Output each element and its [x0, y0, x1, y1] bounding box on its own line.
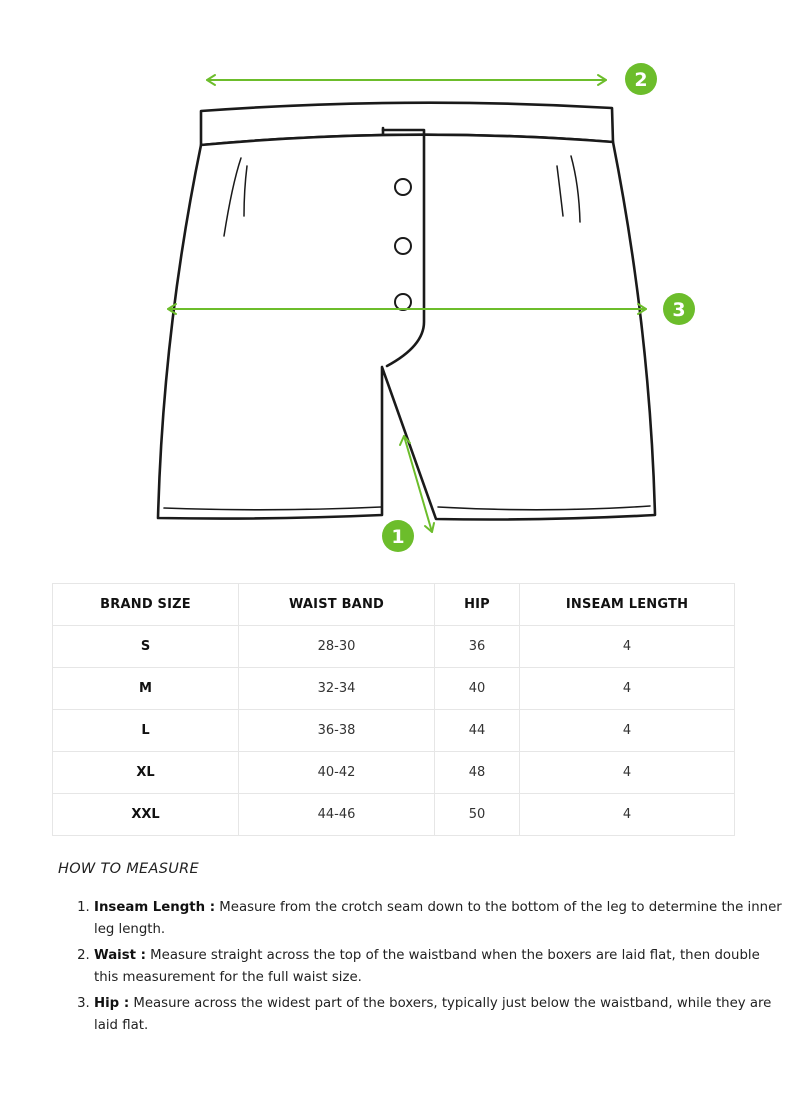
list-item-term: Inseam Length : [94, 900, 216, 915]
list-item-text: Measure across the widest part of the boxers, typically just below the waistband, while they are laid flat. [94, 996, 772, 1033]
size-cell: S [53, 626, 239, 668]
size-chart-table [52, 583, 735, 836]
table-row [53, 626, 735, 668]
button-icon [395, 179, 411, 195]
size-cell: M [53, 668, 239, 710]
list-item-text: Measure straight across the top of the waistband when the boxers are laid flat, then double this measurement for the full waist size. [94, 948, 760, 985]
hip-cell: 36 [435, 626, 520, 668]
list-item-term: Waist : [94, 948, 146, 963]
waist-cell: 28-30 [239, 626, 435, 668]
hip-cell: 40 [435, 668, 520, 710]
waist-cell: 40-42 [239, 752, 435, 794]
size-cell: XL [53, 752, 239, 794]
button-icon [395, 238, 411, 254]
hip-cell: 48 [435, 752, 520, 794]
inseam-cell: 4 [520, 668, 735, 710]
svg-text:3: 3 [672, 299, 686, 321]
list-item [94, 993, 784, 1037]
svg-text:1: 1 [391, 526, 405, 548]
marker-1 [382, 520, 414, 552]
list-item-term: Hip : [94, 996, 130, 1011]
table-header-row [53, 584, 735, 626]
inseam-cell: 4 [520, 752, 735, 794]
header-brand-size: BRAND SIZE [53, 584, 239, 626]
button-icon [395, 294, 411, 310]
list-item [94, 945, 784, 989]
table-row [53, 794, 735, 836]
list-item-text: Measure from the crotch seam down to the bottom of the leg to determine the inner leg length. [94, 900, 782, 937]
waist-cell: 36-38 [239, 710, 435, 752]
how-to-measure-list [58, 897, 784, 1041]
list-item [94, 897, 784, 941]
size-cell: XXL [53, 794, 239, 836]
waist-cell: 44-46 [239, 794, 435, 836]
table-row [53, 710, 735, 752]
size-cell: L [53, 710, 239, 752]
inseam-cell: 4 [520, 794, 735, 836]
header-hip: HIP [435, 584, 520, 626]
header-waist-band: WAIST BAND [239, 584, 435, 626]
hip-cell: 44 [435, 710, 520, 752]
table-row [53, 668, 735, 710]
boxer-outline [158, 103, 655, 520]
inseam-cell: 4 [520, 710, 735, 752]
table-row [53, 752, 735, 794]
waist-cell: 32-34 [239, 668, 435, 710]
svg-text:2: 2 [634, 69, 648, 91]
hip-cell: 50 [435, 794, 520, 836]
marker-2 [625, 63, 657, 95]
inseam-cell: 4 [520, 626, 735, 668]
how-to-measure-title: HOW TO MEASURE [58, 861, 199, 877]
header-inseam-length: INSEAM LENGTH [520, 584, 735, 626]
marker-3 [663, 293, 695, 325]
